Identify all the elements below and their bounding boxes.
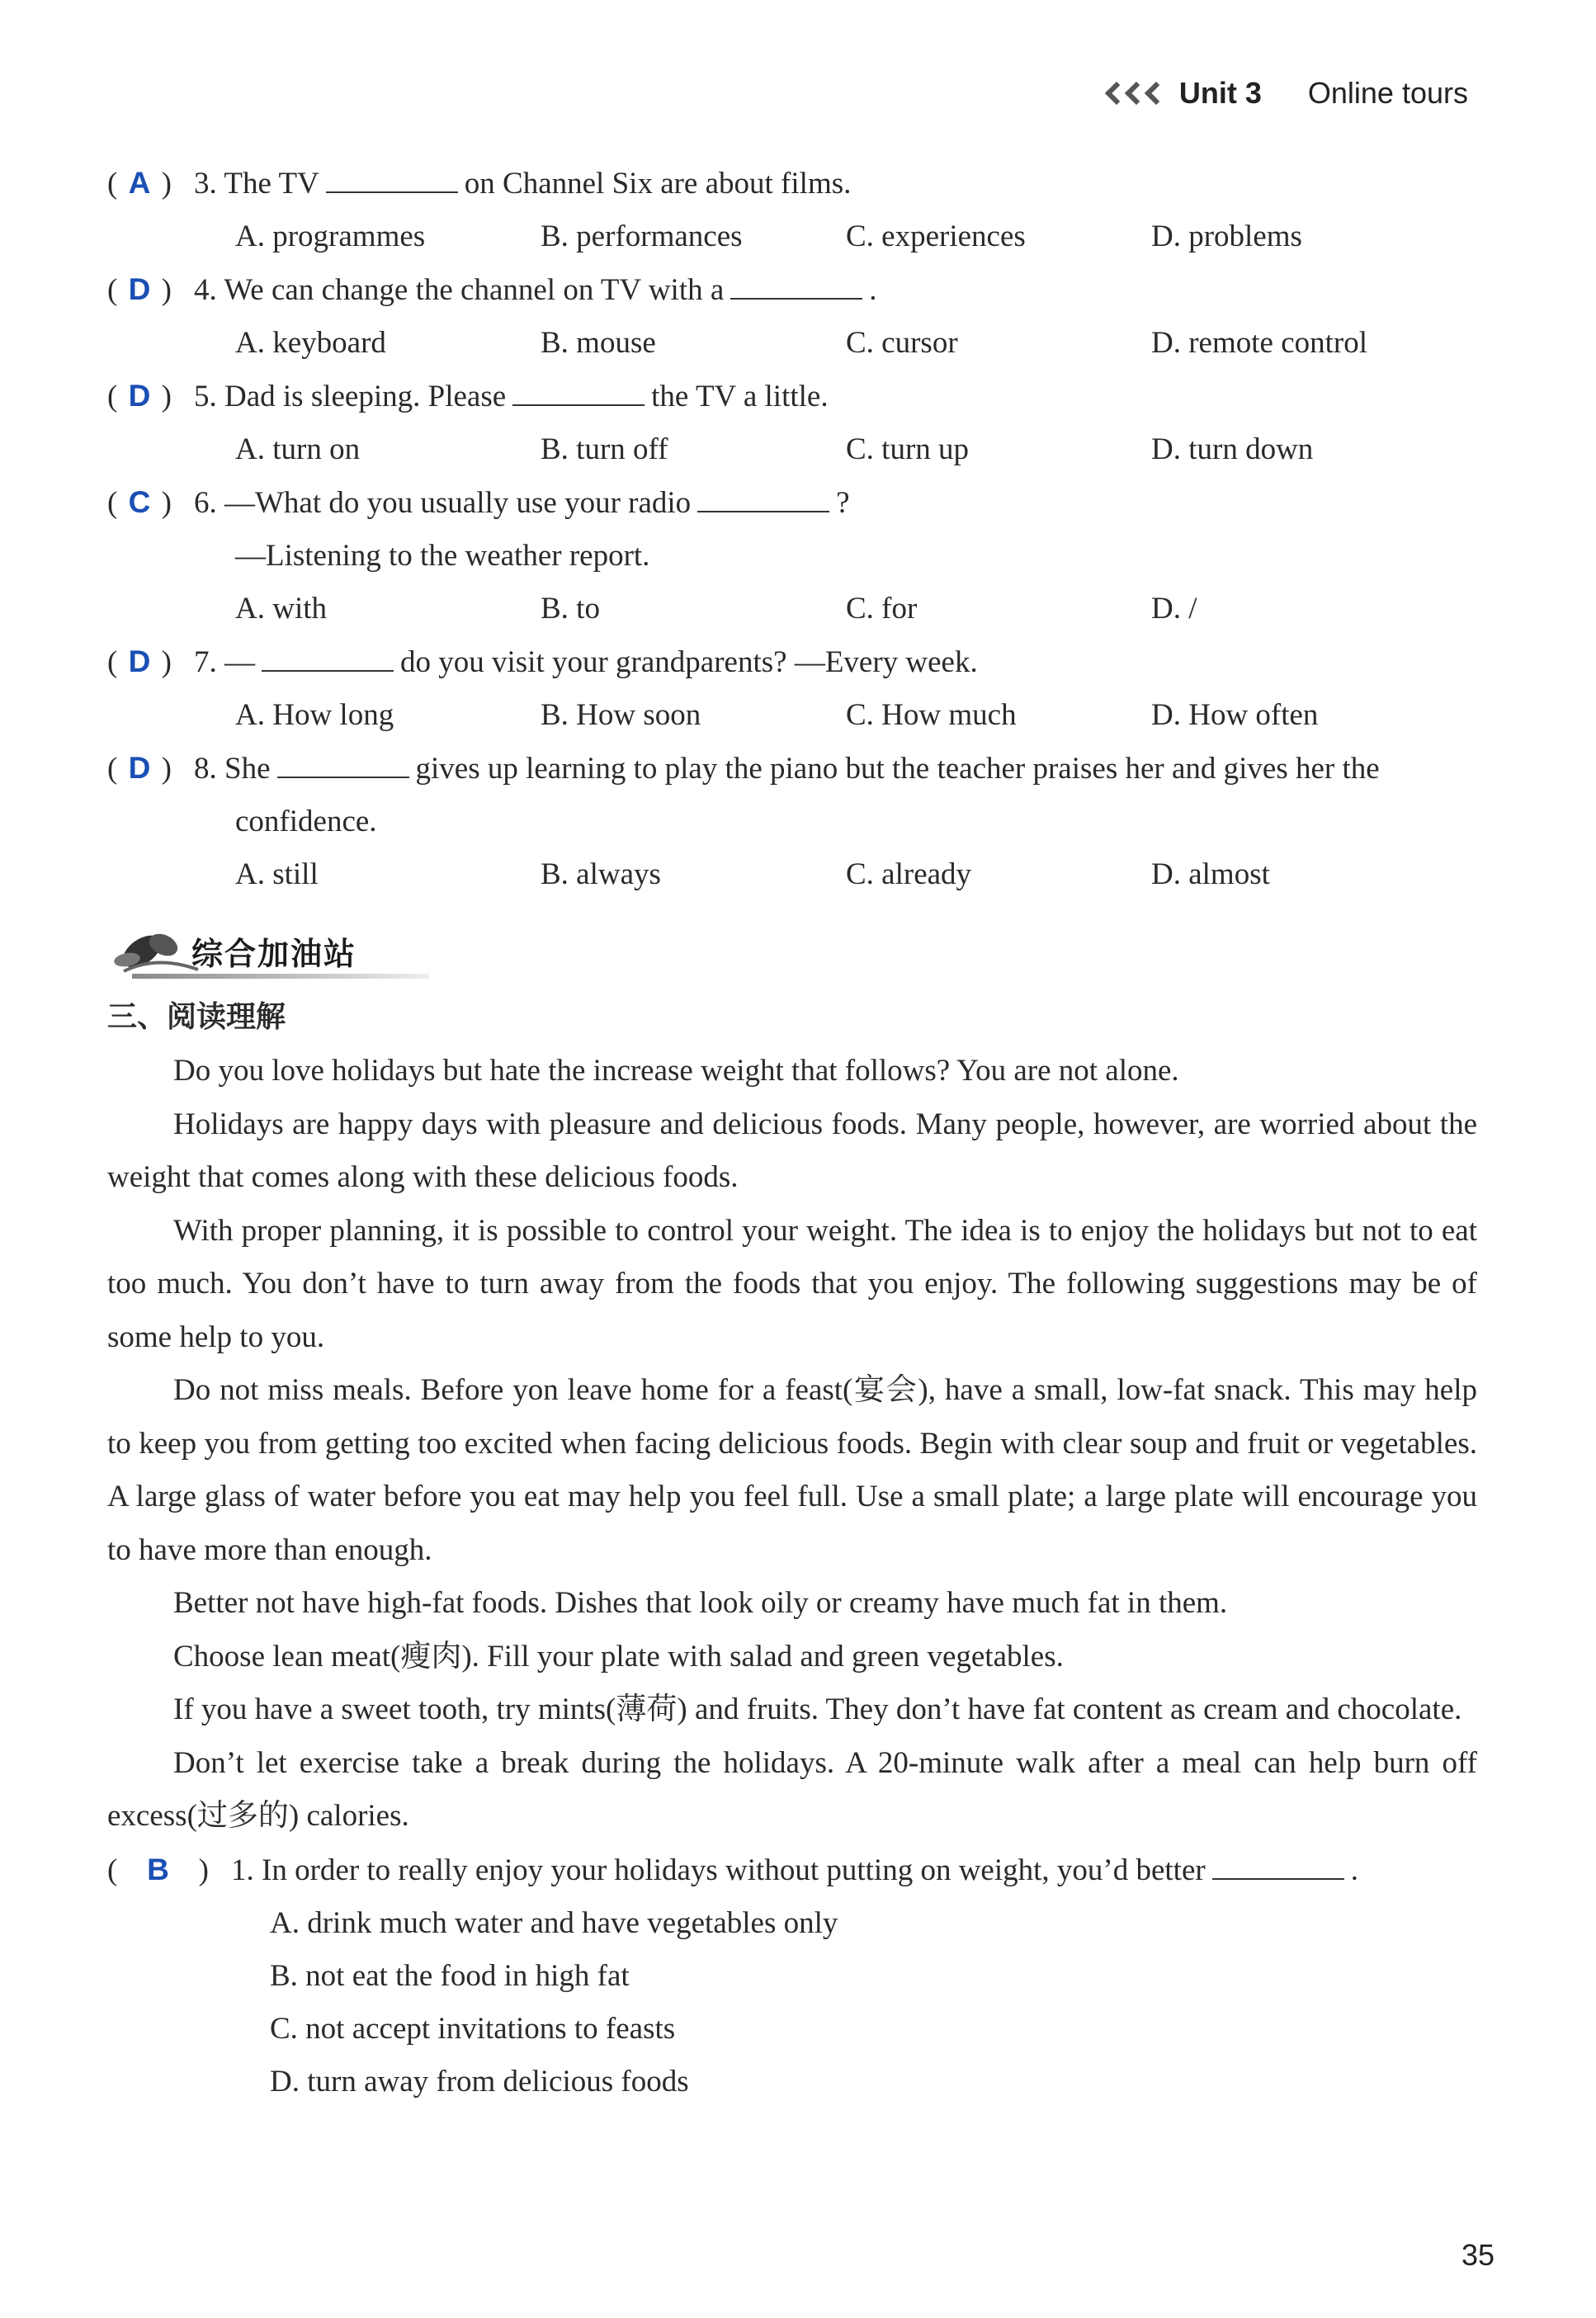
options: [235, 689, 1477, 742]
answer-bracket: ( D ): [107, 272, 173, 307]
options: [235, 583, 1477, 635]
option-c: C. for: [846, 592, 918, 626]
option-a: A. with: [235, 592, 327, 626]
question-3: [107, 157, 1477, 263]
page-number: 35: [1461, 2238, 1494, 2272]
section-banner: [107, 918, 1477, 984]
unit-title: Online tours: [1307, 76, 1468, 110]
answer-blank[interactable]: [262, 669, 394, 672]
question-text: [194, 158, 1477, 210]
passage-paragraph: Choose lean meat(瘦肉). Fill your plate with salad and green vegetables.: [173, 1639, 1064, 1674]
answer-bracket: ( C ): [107, 485, 173, 520]
banner-title: 综合加油站: [191, 935, 357, 972]
option-a: A. still: [235, 857, 319, 891]
question-7: [107, 635, 1477, 742]
question-stem-before: Dad is sleeping. Please: [224, 380, 507, 413]
option-c: C. cursor: [846, 326, 958, 360]
option-d: D. problems: [1151, 220, 1302, 253]
answer-bracket: ( D ): [107, 751, 173, 786]
answer-bracket: ( A ): [107, 166, 173, 201]
option-a: A. drink much water and have vegetables only: [270, 1905, 838, 1940]
question-text: [194, 264, 1477, 317]
answer-letter: D: [128, 751, 153, 785]
answer-blank[interactable]: [277, 776, 409, 778]
question-stem-before: —: [224, 645, 255, 679]
answer-letter: C: [128, 485, 153, 519]
question-6: [107, 476, 1477, 635]
options: [235, 317, 1477, 370]
page-header: [1108, 76, 1468, 111]
reading-passage: [107, 1045, 1477, 1844]
option-a: A. How long: [235, 698, 394, 732]
option-b: B. turn off: [541, 432, 668, 466]
option-b: B. to: [541, 592, 600, 626]
leaf-icon: [107, 922, 206, 980]
option-d: D. remote control: [1151, 326, 1367, 360]
reading-question-1: [107, 1844, 1477, 2108]
question-stem-before: We can change the channel on TV with a: [224, 273, 725, 307]
question-number: 5.: [194, 380, 217, 413]
section-title: 三、阅读理解: [107, 1000, 286, 1034]
answer-blank[interactable]: [326, 191, 458, 193]
question-stem-before: —What do you usually use your radio: [224, 486, 692, 520]
question-stem-after: ?: [836, 486, 850, 520]
passage-paragraph: Holidays are happy days with pleasure and delicious foods. Many people, however, are worried about the weight that comes along with these delicious foods.: [107, 1107, 1477, 1194]
answer-blank[interactable]: [512, 404, 645, 406]
question-number: 1.: [231, 1853, 254, 1887]
question-text: [194, 743, 1477, 795]
question-stem-after: .: [869, 273, 877, 307]
answer-letter: D: [128, 272, 153, 306]
passage-paragraph: Better not have high-fat foods. Dishes that look oily or creamy have much fat in them.: [173, 1586, 1228, 1620]
answer-bracket: ( D ): [107, 379, 173, 413]
option-b: B. always: [541, 857, 661, 891]
option-d: D. almost: [1151, 857, 1270, 891]
options: [235, 423, 1477, 476]
option-d: D. How often: [1151, 698, 1319, 732]
question-stem-before: She: [224, 752, 271, 786]
option-a: A. programmes: [235, 220, 426, 253]
options: [270, 1897, 1477, 2108]
option-d: D. /: [1151, 592, 1197, 626]
question-8: [107, 742, 1477, 901]
question-stem-after: the TV a little.: [651, 380, 829, 413]
question-number: 4.: [194, 273, 217, 307]
dialogue-reply: —Listening to the weather report.: [235, 539, 650, 573]
answer-letter: D: [128, 644, 153, 678]
question-number: 6.: [194, 486, 217, 520]
question-stem-after: .: [1350, 1853, 1358, 1887]
option-a: A. keyboard: [235, 326, 386, 360]
question-continuation: confidence.: [235, 805, 377, 838]
option-c: C. turn up: [846, 432, 970, 466]
question-stem-after: do you visit your grandparents? —Every week.: [400, 645, 978, 679]
passage-paragraph: Don’t let exercise take a break during the holidays. A 20-minute walk after a meal can help burn off excess(过多的) calories.: [107, 1745, 1477, 1833]
option-c: C. not accept invitations to feasts: [270, 2011, 676, 2046]
question-text: [194, 636, 1477, 689]
answer-letter: B: [147, 1852, 171, 1886]
question-5: [107, 370, 1477, 476]
answer-blank[interactable]: [1212, 1877, 1344, 1880]
option-b: B. not eat the food in high fat: [270, 1958, 630, 1993]
answer-letter: A: [128, 166, 153, 200]
answer-bracket: ( B ): [107, 1852, 210, 1887]
options: [235, 848, 1477, 901]
option-b: B. How soon: [541, 698, 701, 732]
passage-paragraph: If you have a sweet tooth, try mints(薄荷) and fruits. They don’t have fat content as cream and chocolate.: [173, 1692, 1462, 1726]
option-c: C. How much: [846, 698, 1017, 732]
question-stem: In order to really enjoy your holidays without putting on weight, you’d better: [262, 1853, 1206, 1887]
option-c: C. already: [846, 857, 972, 891]
question-text: [194, 477, 1477, 530]
question-text: [194, 371, 1477, 423]
question-number: 3.: [194, 167, 217, 201]
options: [235, 210, 1477, 263]
passage-paragraph: With proper planning, it is possible to control your weight. The idea is to enjoy the holidays but not to eat too much. You don’t have to turn away from the foods that you enjoy. The following suggestions may be of some help to you.: [107, 1213, 1477, 1354]
option-b: B. mouse: [541, 326, 656, 360]
passage-paragraph: Do you love holidays but hate the increase weight that follows? You are not alone.: [173, 1054, 1179, 1088]
question-stem-after: gives up learning to play the piano but the teacher praises her and gives her the: [415, 752, 1380, 786]
answer-bracket: ( D ): [107, 644, 173, 679]
option-b: B. performances: [541, 220, 743, 253]
answer-letter: D: [128, 379, 153, 413]
question-number: 7.: [194, 645, 217, 679]
page-content: [107, 157, 1477, 2108]
chevron-left-icon: [1108, 85, 1168, 102]
question-number: 8.: [194, 752, 217, 786]
option-a: A. turn on: [235, 432, 361, 466]
option-d: D. turn away from delicious foods: [270, 2064, 689, 2098]
option-c: C. experiences: [846, 220, 1026, 253]
question-stem-before: The TV: [224, 167, 319, 201]
answer-blank[interactable]: [697, 510, 829, 512]
option-d: D. turn down: [1151, 432, 1314, 466]
question-stem-after: on Channel Six are about films.: [464, 167, 852, 201]
question-text: [231, 1844, 1477, 1897]
question-4: [107, 263, 1477, 370]
passage-paragraph: Do not miss meals. Before yon leave home for a feast(宴会), have a small, low-fat snack. This may help to keep you from getting too excited when facing delicious foods. Begin with clear soup and fruit or vegetables. A large glass of water before you eat may help you feel full. Use a small plate; a large plate will encourage you to have more than enough.: [107, 1373, 1477, 1567]
unit-label: Unit 3: [1178, 76, 1262, 110]
answer-blank[interactable]: [730, 297, 862, 300]
banner-underline: [132, 974, 429, 979]
